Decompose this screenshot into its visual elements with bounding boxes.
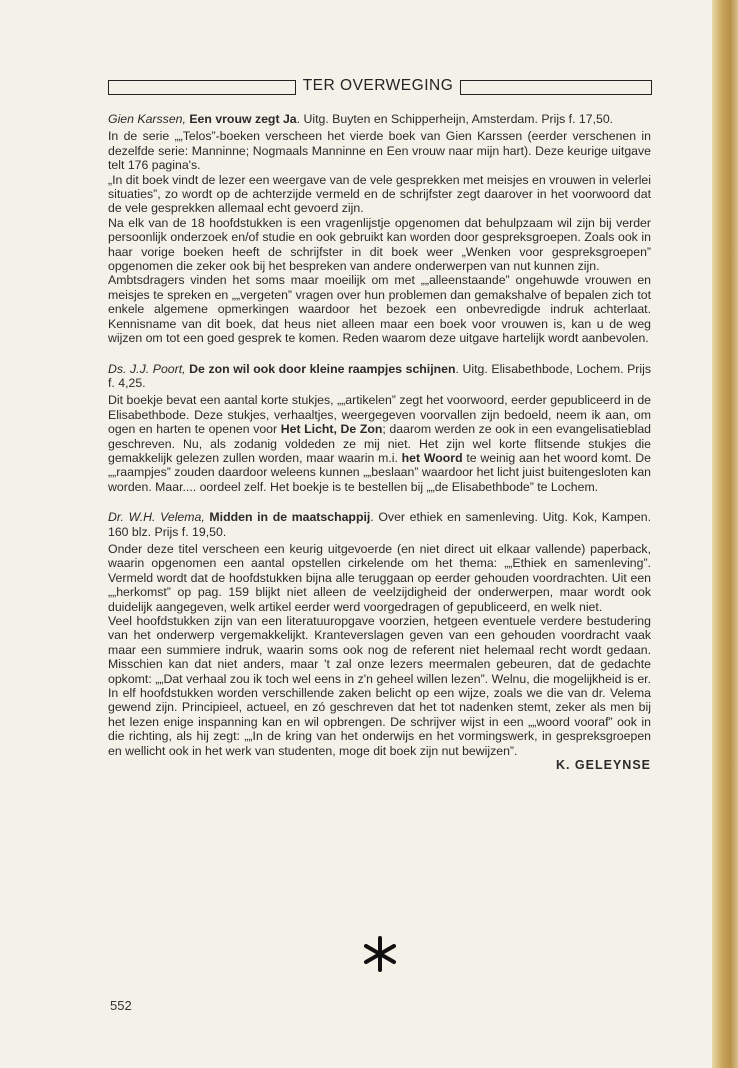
review-citation: [108, 510, 651, 539]
review-karssen: [108, 112, 651, 346]
review-publication-details: . Uitg. Elisabethbode, Lochem. Prijs f. 4,25.: [108, 361, 651, 390]
review-author: Ds. J.J. Poort,: [108, 361, 186, 376]
review-citation: [108, 362, 651, 391]
reviewer-signature: K. GELEYNSE: [555, 758, 651, 773]
header-rule-right: [460, 80, 652, 95]
review-publication-details: . Over ethiek en samenleving. Uitg. Kok, Kampen. 160 blz. Prijs f. 19,50.: [108, 510, 651, 539]
review-velema: [108, 510, 651, 772]
review-book-title: Een vrouw zegt Ja: [189, 112, 297, 126]
review-book-title: De zon wil ook door kleine raampjes schijnen: [189, 361, 456, 376]
review-paragraph: In de serie „„Telos”-boeken verscheen het vierde boek van Gien Karssen (eerder verschenen in dezelfde serie: Manninne; Nogmaals Manninne en Een vrouw naar mijn hart). Deze keurige uitgave telt 176 pagina's.: [108, 129, 651, 173]
section-title: TER OVERWEGING: [302, 77, 454, 94]
review-paragraph: Na elk van de 18 hoofdstukken is een vragenlijstje opgenomen dat behulpzaam wil zijn bij verder persoonlijk onderzoek en/of studie en ook gebruikt kan worden door gespreksgroepen. Zoals ook in haar vorige boeken heeft de schrijfster in dit boek weer „Wenken voor gespreksgroepen” opgenomen die zeker ook bij het bespreken van andere onderwerpen van nut kunnen zijn.: [108, 215, 651, 274]
review-paragraph: Ambtsdragers vinden het soms maar moeilijk om met „„alleenstaande” ongehuwde vrouwen en meisjes te spreken en „„vergeten” vragen over hun problemen dan gemakshalve of bepalen zich tot enkele algemene opmerkingen waardoor het bezoek een onbevredigde indruk achterlaat. Kennisname van dit boek, dat heus niet alleen maar een boek voor vrouwen is, kan u de weg wijzen om tot een goed gesprek te komen. Reden waarom deze uitgave hartelijk wordt aanbevolen.: [108, 273, 651, 346]
page-edge: [712, 0, 738, 1068]
emphasis-text: het Woord: [401, 450, 463, 465]
page-number: 552: [110, 998, 132, 1013]
review-citation: [108, 112, 651, 126]
review-author: Dr. W.H. Velema,: [108, 510, 205, 525]
review-book-title: Midden in de maatschappij: [209, 510, 371, 525]
review-paragraph: Veel hoofdstukken zijn van een literatuuropgave voorzien, hetgeen eventuele verdere bestudering van het onderwerp vergemakkelijkt. Kranteverslagen geven van een gehouden voordracht vaak maar een summiere indruk, waarin soms ook nog de referent niet helemaal recht wordt gedaan. Misschien kan dat niet anders, maar 't zal onze lezers meermalen gebeuren, dat de gedachte opkomt: „„Dat verhaal zou ik toch wel eens in z'n geheel willen lezen”. Welnu, die mogelijkheid is er. In elf hoofdstukken worden verschillende zaken belicht op een wijze, zoals we die van dr. Velema gewend zijn. Principieel, actueel, en zó geschreven dat het tot nadenken stemt, zeker als men bij het lezen enige inspanning kan en wil opbrengen. De schrijver wijst in een „„woord vooraf” ook in die richting, als hij zegt: „„In de kring van het onderwijs en het vormingswerk, in gespreksgroepen en wellicht ook in het werk van studenten, moge dit boek zijn nut bewijzen”.: [108, 614, 651, 758]
review-paragraph: Dit boekje bevat een aantal korte stukjes, „„artikelen” zegt het voorwoord, eerder gepubliceerd in de Elisabethbode. Deze stukjes, verhaaltjes, weergegeven voorvallen zijn bedoeld, neem ik aan, om ogen en harten te openen voor Het Licht, De Zon; daarom werden ze ook in een evangelisatieblad geschreven. Nu, als zodanig voldeden ze mij niet. Het zijn wel korte flitsende stukjes die gemakkelijk gelezen zullen worden, maar waarin m.i. het Woord te weinig aan het woord komt. De „„raampjes” zouden daardoor weleens kunnen „„beslaan” waardoor het licht juist buitengesloten kan worden. Maar.... oordeel zelf. Het boekje is te bestellen bij „„de Elisabethbode” te Lochem.: [108, 393, 651, 494]
header-rule-left: [108, 80, 296, 95]
section-header: [108, 77, 653, 97]
review-publication-details: . Uitg. Buyten en Schipperheijn, Amsterdam. Prijs f. 17,50.: [296, 112, 614, 126]
review-poort: [108, 362, 651, 495]
review-author: Gien Karssen,: [108, 112, 186, 126]
emphasis-text: Het Licht, De Zon: [280, 422, 383, 437]
article-body: [108, 112, 651, 788]
review-paragraph: Onder deze titel verscheen een keurig uitgevoerde (en niet direct uit elkaar vallende) paperback, waarin opgenomen een aantal opstellen cirkelende om het thema: „„Ethiek en samenleving”. Vermeld wordt dat de hoofdstukken bijna alle teruggaan op eerder gehouden voordrachten. Uit een „„herkomst” op pag. 159 blijkt niet alleen de veelzijdigheid der onderwerpen, maar wordt ook duidelijk aangegeven, welk artikel eerder werd voorgedragen of gepubliceerd, en welk niet.: [108, 541, 651, 614]
review-paragraph: „In dit boek vindt de lezer een weergave van de vele gesprekken met meisjes en vrouwen in velerlei situaties”, zo wordt op de achterzijde vermeld en de schrijfster zegt daarover in het voorwoord dat de vele gesprekken allemaal echt gevoerd zijn.: [108, 172, 651, 216]
asterisk-ornament-icon: [360, 934, 400, 974]
